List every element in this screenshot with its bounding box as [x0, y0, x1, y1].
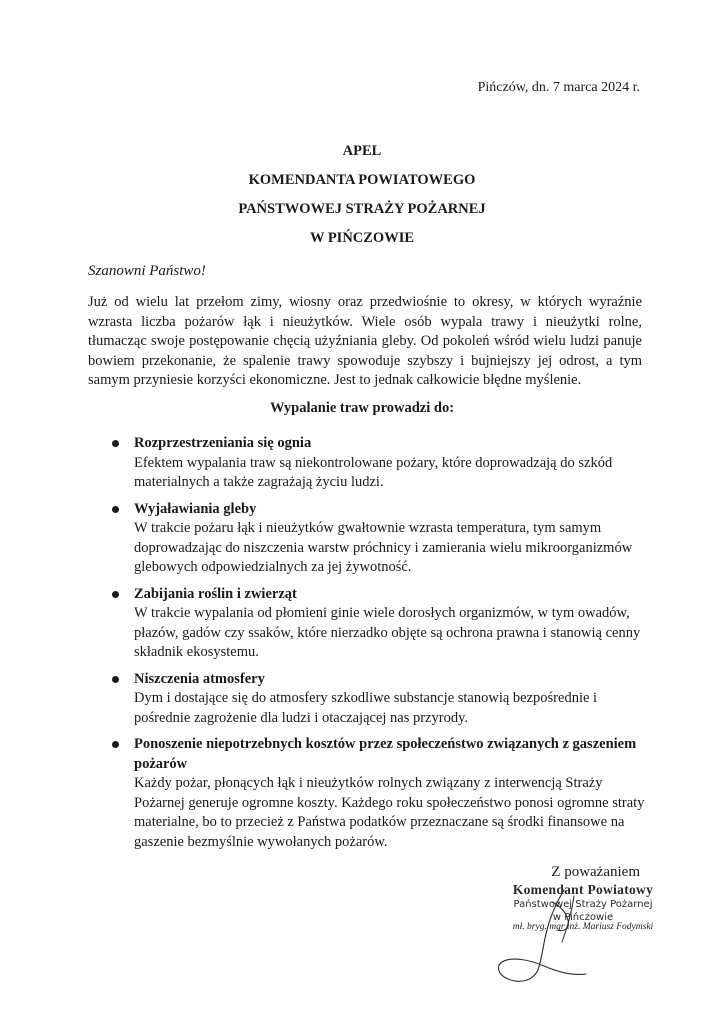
stamp-line-1: Komendant Powiatowy [512, 882, 654, 897]
list-item-title: Zabijania roślin i zwierząt [134, 585, 297, 602]
bullet-icon [112, 676, 119, 683]
list-item [108, 735, 648, 852]
closing-phrase: Z poważaniem [551, 864, 640, 880]
list-item-description: Dym i dostające się do atmosfery szkodliwe substancje stanowią bezpośrednie i pośrednie zagrożenie dla ludzi i otaczającej nas przyrody. [134, 690, 598, 726]
handwritten-signature [488, 886, 608, 991]
document-title [0, 137, 724, 253]
date-line: Pińczów, dn. 7 marca 2024 r. [477, 80, 640, 95]
list-item [108, 500, 648, 578]
list-item-description: Efektem wypalania traw są niekontrolowane pożary, które doprowadzają do szkód materialnych a także zagrażają życiu ludzi. [134, 454, 613, 490]
title-line-1: APEL [342, 143, 382, 159]
consequences-list [108, 434, 648, 859]
bullet-icon [112, 506, 119, 513]
intro-paragraph: Już od wielu lat przełom zimy, wiosny oraz przedwiośnie to okresy, w których wyraźnie wzrasta liczba pożarów łąk i nieużytków. Wiele osób wypala trawy i nieużytki rolne, tłumacząc swoje postępowanie chęcią użyźniania gleby. Od pokoleń wśród wielu ludzi panuje bowiem przekonanie, że spalenie trawy spowoduje szybszy i bujniejszy jej odrost, a tym samym przyniesie korzyści ekonomiczne. Jest to jednak całkowicie błędne myślenie. [88, 294, 642, 388]
list-heading: Wypalanie traw prowadzi do: [269, 400, 455, 416]
list-item-description: Każdy pożar, płonących łąk i nieużytków rolnych związany z interwencją Straży Pożarnej generuje ogromne koszty. Każdego roku społeczeństwo ponosi ogromne straty materialne, bo to przecież z Państwa podatków przeznaczane są środki finansowe na gaszenie bezmyślnie wywołanych pożarów. [134, 775, 645, 850]
bullet-icon [112, 591, 119, 598]
list-item [108, 434, 648, 493]
stamp-line-3: w Pińczowie [552, 912, 614, 923]
title-line-3: PAŃSTWOWEJ STRAŻY POŻARNEJ [238, 201, 486, 217]
list-item [108, 670, 648, 729]
bullet-icon [112, 741, 119, 748]
bullet-icon [112, 440, 119, 447]
list-item-description: W trakcie wypalania od płomieni ginie wiele dorosłych organizmów, w tym owadów, płazów, gadów czy ssaków, które nierzadko objęte są ochrona prawna i stanowią cenny składnik ekosystemu. [134, 605, 641, 660]
title-line-4: W PIŃCZOWIE [309, 230, 415, 246]
list-item [108, 585, 648, 663]
list-item-description: W trakcie pożaru łąk i nieużytków gwałtownie wzrasta temperatura, tym samym doprowadzając do niszczenia warstw próchnicy i zamierania wielu mikroorganizmów glebowych odpowiedzialnych za jej żywotność. [134, 520, 633, 575]
salutation: Szanowni Państwo! [88, 263, 206, 279]
list-item-title: Niszczenia atmosfery [134, 670, 265, 687]
list-item-title: Wyjaławiania gleby [134, 500, 257, 517]
stamp-line-2: Państwowej Straży Pożarnej [513, 899, 653, 910]
list-item-title: Ponoszenie niepotrzebnych kosztów przez społeczeństwo związanych z gaszeniem pożarów [134, 736, 637, 772]
title-line-2: KOMENDANTA POWIATOWEGO [248, 172, 476, 188]
signatory-name: mł. bryg. mgr inż. Mariusz Fodymski [512, 922, 654, 932]
list-item-title: Rozprzestrzeniania się ognia [134, 435, 312, 451]
